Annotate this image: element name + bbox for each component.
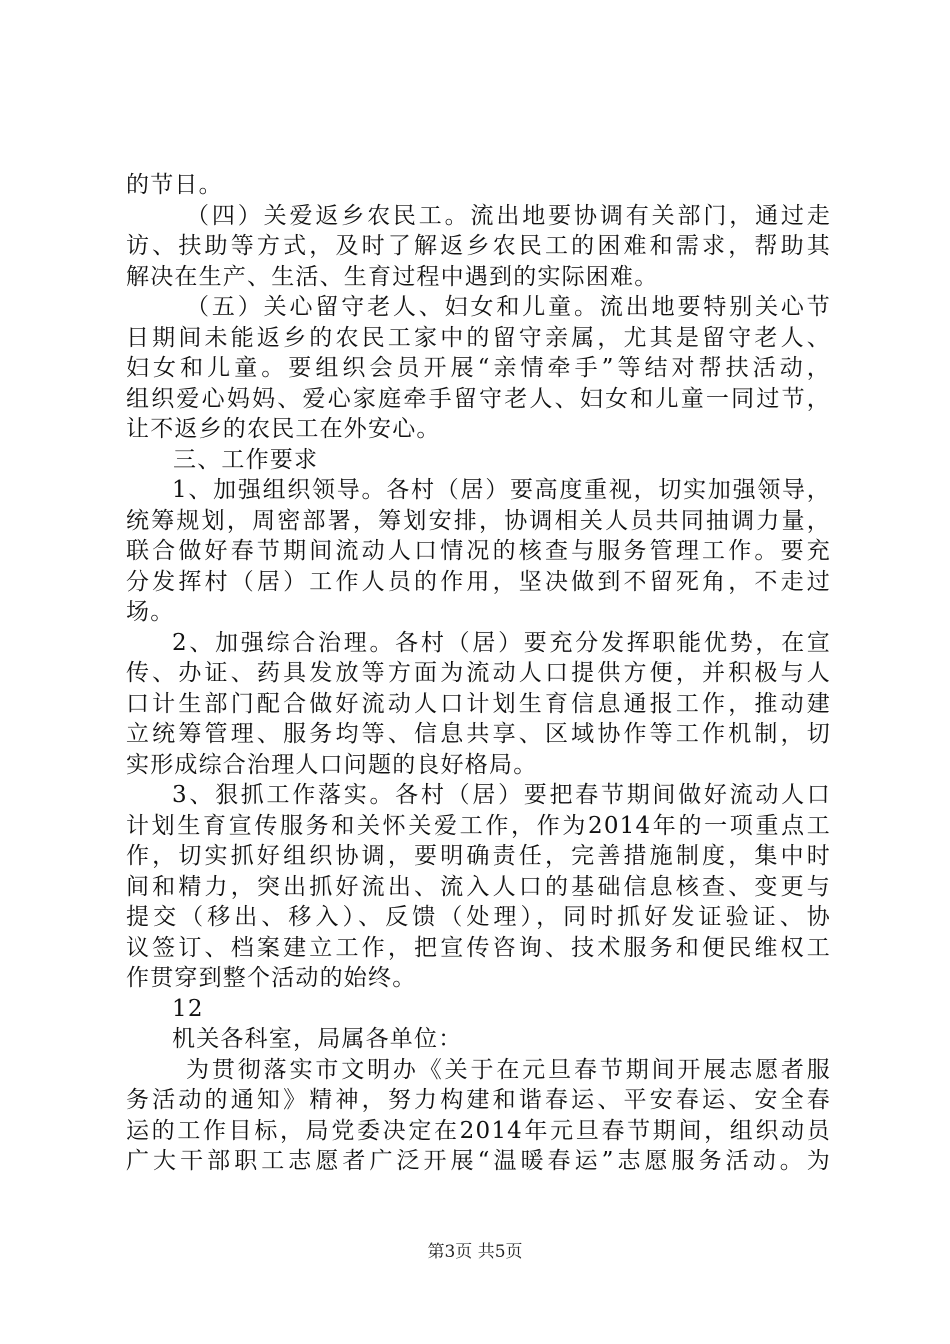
text-line: 组织爱心妈妈、爱心家庭牵手留守老人、妇女和儿童一同过节，: [126, 385, 831, 412]
text-line: 12: [172, 995, 204, 1022]
text-line: 统筹规划，周密部署，筹划安排，协调相关人员共同抽调力量，: [126, 507, 831, 534]
page-number-footer: 第3页 共5页: [427, 1242, 523, 1262]
text-line: 运的工作目标，局党委决定在2014年元旦春节期间，组织动员: [126, 1117, 831, 1144]
salutation: 机关各科室，局属各单位：: [172, 1026, 463, 1052]
text-line: 联合做好春节期间流动人口情况的核查与服务管理工作。要充: [126, 538, 831, 564]
text-line: 1、加强组织领导。各村（居）要高度重视，切实加强领导，: [172, 477, 831, 503]
text-line: 口计生部门配合做好流动人口计划生育信息通报工作，推动建: [126, 690, 831, 717]
text-line: 提交（移出、移入）、反馈（处理），同时抓好发证验证、协: [126, 904, 831, 930]
document-body: [126, 170, 831, 1177]
text-line: 场。: [126, 599, 175, 625]
text-line: 议签订、档案建立工作，把宣传咨询、技术服务和便民维权工: [126, 934, 831, 961]
text-line: （四）关爱返乡农民工。流出地要协调有关部门，通过走: [186, 202, 831, 229]
section-heading: 三、工作要求: [173, 446, 319, 473]
text-line: 作贯穿到整个活动的始终。: [126, 965, 417, 991]
text-line: 让不返乡的农民工在外安心。: [126, 416, 441, 442]
text-line: 广大干部职工志愿者广泛开展“温暖春运”志愿服务活动。为: [126, 1148, 831, 1174]
text-line: 的节日。: [126, 172, 223, 198]
text-line: 立统筹管理、服务均等、信息共享、区域协作等工作机制，切: [126, 721, 831, 747]
text-line: 日期间未能返乡的农民工家中的留守亲属，尤其是留守老人、: [126, 324, 831, 351]
text-line: 解决在生产、生活、生育过程中遇到的实际困难。: [126, 263, 659, 290]
text-line: 3、狠抓工作落实。各村（居）要把春节期间做好流动人口: [172, 782, 831, 808]
text-line: 为贯彻落实市文明办《关于在元旦春节期间开展志愿者服: [186, 1056, 831, 1083]
text-line: 作，切实抓好组织协调，要明确责任，完善措施制度，集中时: [126, 843, 831, 869]
text-line: 2、加强综合治理。各村（居）要充分发挥职能优势，在宣: [172, 629, 831, 656]
text-line: （五）关心留守老人、妇女和儿童。流出地要特别关心节: [186, 294, 831, 320]
text-line: 访、扶助等方式，及时了解返乡农民工的困难和需求，帮助其: [126, 233, 831, 259]
text-line: 务活动的通知》精神，努力构建和谐春运、平安春运、安全春: [126, 1087, 831, 1113]
text-line: 实形成综合治理人口问题的良好格局。: [126, 751, 538, 778]
text-line: 妇女和儿童。要组织会员开展“亲情牵手”等结对帮扶活动，: [126, 355, 831, 381]
text-line: 间和精力，突出抓好流出、流入人口的基础信息核查、变更与: [126, 873, 831, 900]
text-line: 计划生育宣传服务和关怀关爱工作，作为2014年的一项重点工: [126, 812, 831, 839]
text-line: 分发挥村（居）工作人员的作用，坚决做到不留死角，不走过: [126, 568, 831, 595]
text-line: 传、办证、药具发放等方面为流动人口提供方便，并积极与人: [126, 660, 831, 686]
